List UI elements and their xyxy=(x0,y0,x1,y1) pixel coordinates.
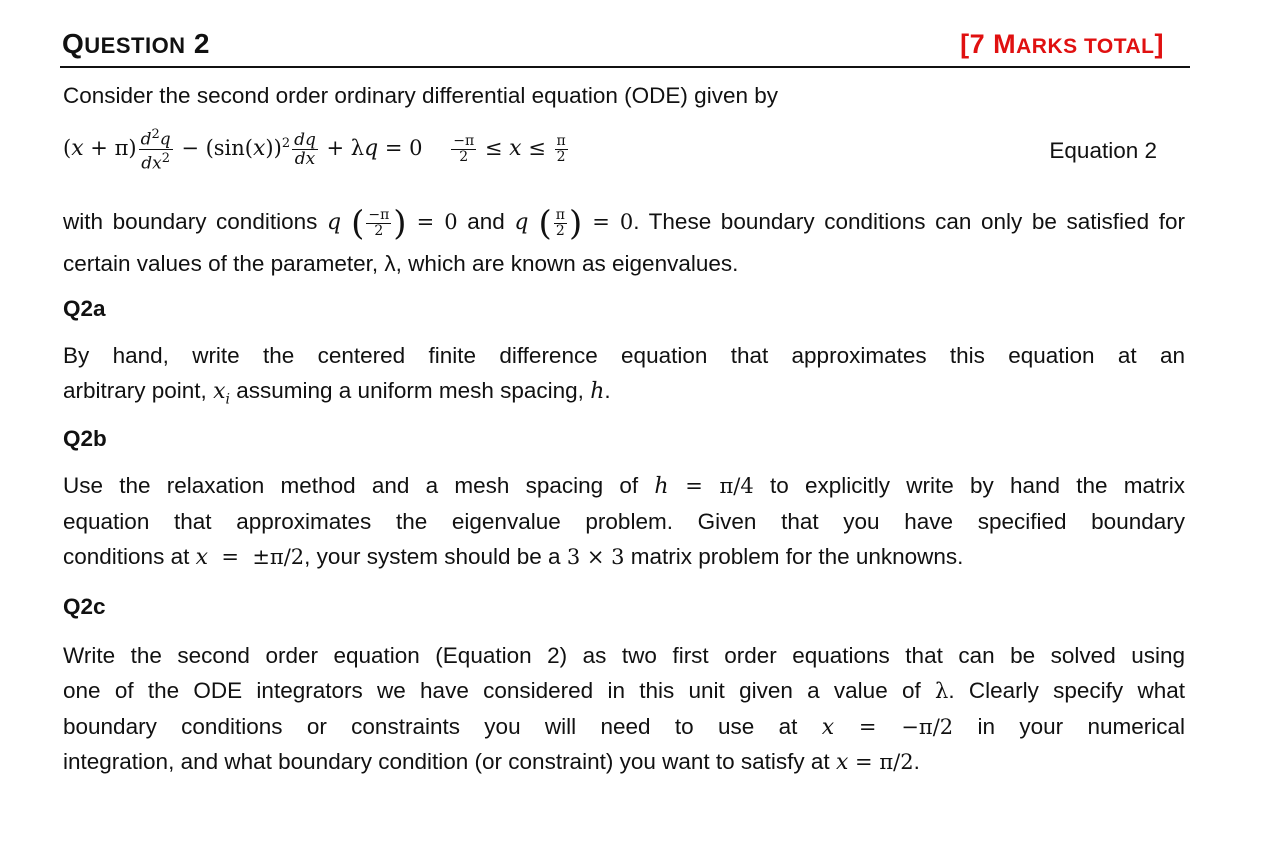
question-title: QUESTION 2 xyxy=(62,28,210,59)
q2b-line2: equation that approximates the eigenvalue problem. Given that you have specified boundary xyxy=(63,509,1185,534)
question-header xyxy=(60,24,1190,68)
q2b-heading: Q2b xyxy=(63,426,107,451)
q2b-line3: conditions at x = ±π/2, your system should be a 3 × 3 matrix problem for the unknowns. xyxy=(63,544,964,570)
boundary-conditions-line1: with boundary conditions q ( $\frac{-\pi}{2}$ ) = 0 and q ( $\frac{\pi}{2}$ ) = 0. These boundary conditions can only be satisfied for xyxy=(63,203,1185,244)
equation-label: Equation 2 xyxy=(1049,138,1157,163)
q2a-line1: By hand, write the centered finite difference equation that approximates this equation at an xyxy=(63,343,1185,368)
q2c-line3: boundary conditions or constraints you will need to use at x = −π/2 in your numerical xyxy=(63,714,1185,740)
marks-total: [7 MARKS TOTAL] xyxy=(960,29,1164,59)
q2b-line1: Use the relaxation method and a mesh spacing of h = π/4 to explicitly write by hand the matrix xyxy=(63,473,1185,499)
q2c-line2: one of the ODE integrators we have considered in this unit given a value of λ. Clearly specify what xyxy=(63,678,1185,703)
boundary-conditions-line2: certain values of the parameter, λ, which are known as eigenvalues. xyxy=(63,251,739,276)
q2c-heading: Q2c xyxy=(63,594,106,619)
q2a-heading: Q2a xyxy=(63,296,106,321)
intro-text: Consider the second order ordinary differential equation (ODE) given by xyxy=(63,83,778,108)
q2c-line4: integration, and what boundary condition (or constraint) you want to satisfy at x = π/2. xyxy=(63,749,920,775)
equation-2 xyxy=(63,126,1163,182)
ode-expression: (x + π) $\frac{d^2q}{dx^2}$ − $(\sin(x))^2$ $\frac{dq}{dx}$ + λq = 0 $\frac{-\pi}{2}$ ≤ x ≤ $\frac{\pi}{2}$ xyxy=(63,127,566,174)
q2c-line1: Write the second order equation (Equation 2) as two first order equations that can be solved using xyxy=(63,643,1185,668)
q2a-line2: arbitrary point, $x_i$ assuming a uniform mesh spacing, h. xyxy=(63,378,611,408)
